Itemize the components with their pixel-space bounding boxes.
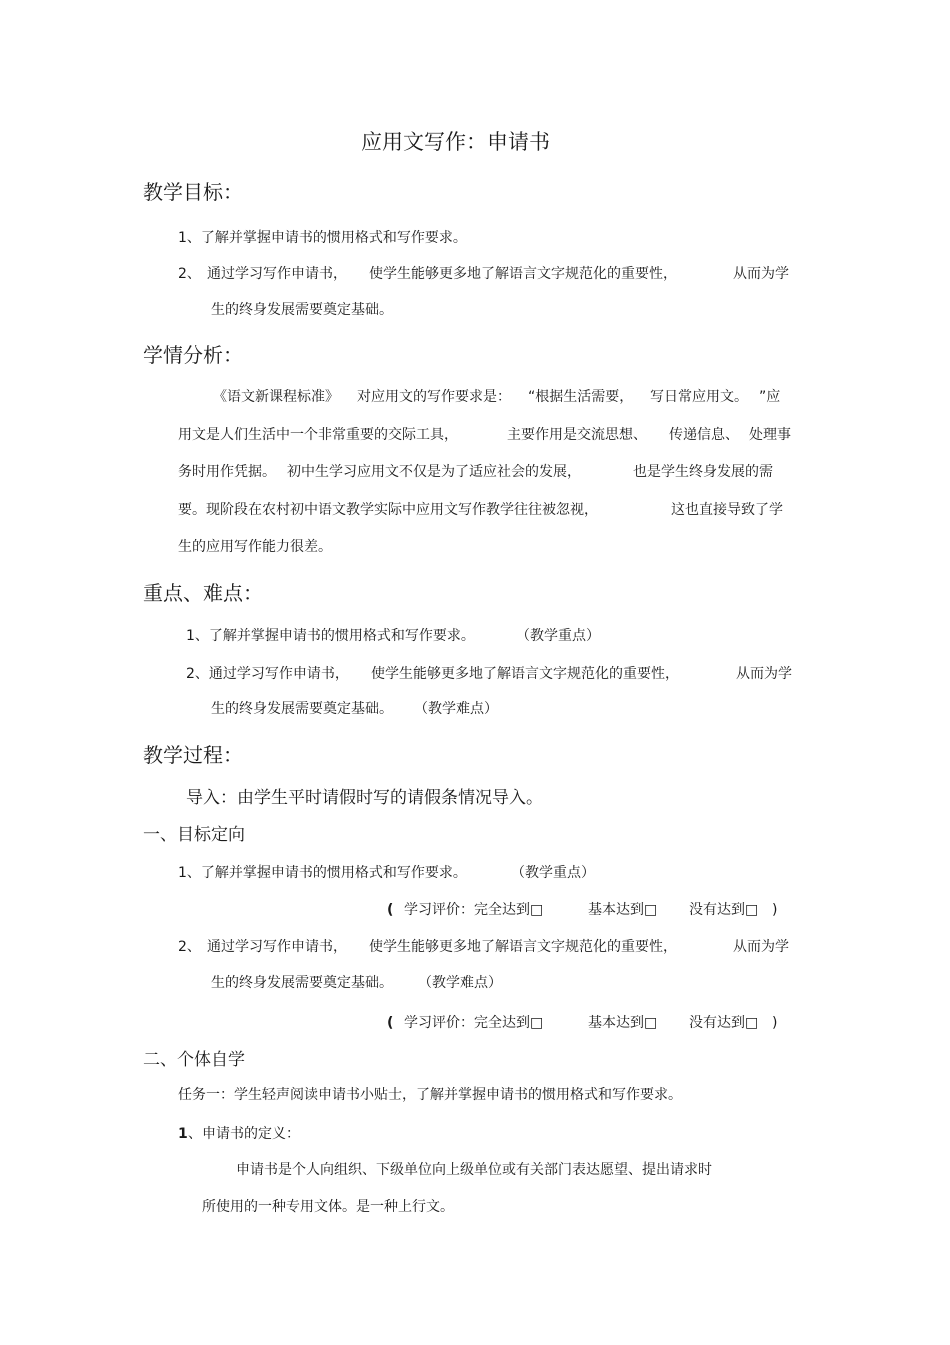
- analysis-line-2a: 用文是人们生活中一个非常重要的交际工具，: [178, 427, 458, 443]
- definition-label: 、申请书的定义：: [188, 1126, 300, 1142]
- section-1-item-2-part-a: 通过学习写作申请书，: [207, 939, 347, 955]
- analysis-line-3b: 初中生学习应用文不仅是为了适应社会的发展，: [287, 464, 581, 480]
- definition-number: 1: [178, 1126, 188, 1142]
- analysis-line-5: 生的应用写作能力很差。: [178, 539, 332, 555]
- section-1-item-2-part-c: 从而为学: [733, 939, 789, 955]
- analysis-line-2d: 处理事: [749, 427, 791, 443]
- section-1-heading: 一、目标定向: [143, 825, 245, 845]
- evaluation-1-open-paren: (: [387, 902, 394, 918]
- keypoint-item-1: 1、了解并掌握申请书的惯用格式和写作要求。: [186, 628, 475, 644]
- goal-item-1: 1、了解并掌握申请书的惯用格式和写作要求。: [178, 230, 467, 246]
- goal-item-2-number: 2、: [178, 266, 201, 282]
- goals-heading: 教学目标：: [143, 180, 243, 204]
- evaluation-2-basic: 基本达到□: [588, 1015, 658, 1031]
- task-1: 任务一：学生轻声阅读申请书小贴士，了解并掌握申请书的惯用格式和写作要求。: [178, 1087, 682, 1103]
- evaluation-2-open-paren: (: [387, 1015, 394, 1031]
- keypoint-item-2-part-b: 使学生能够更多地了解语言文字规范化的重要性，: [371, 666, 679, 682]
- analysis-line-1a: 《语文新课程标准》: [213, 389, 339, 405]
- evaluation-1-not: 没有达到□: [689, 902, 759, 918]
- keypoint-item-2-part-a: 2、通过学习写作申请书，: [186, 666, 349, 682]
- page-title: 应用文写作：申请书: [361, 130, 550, 154]
- goal-item-2-part-c: 从而为学: [733, 266, 789, 282]
- analysis-line-2b: 主要作用是交流思想、: [507, 427, 647, 443]
- section-1-item-1: 1、了解并掌握申请书的惯用格式和写作要求。: [178, 865, 467, 881]
- section-1-item-2-continuation: 生的终身发展需要奠定基础。: [211, 975, 393, 991]
- evaluation-2-close-paren: ): [772, 1015, 778, 1031]
- section-1-item-1-tag: （教学重点）: [511, 865, 595, 881]
- analysis-line-2c: 传递信息、: [669, 427, 739, 443]
- evaluation-1-close-paren: ): [772, 902, 778, 918]
- evaluation-1-full: 学习评价：完全达到□: [404, 902, 544, 918]
- section-2-heading: 二、个体自学: [143, 1050, 245, 1070]
- keypoint-item-2-continuation: 生的终身发展需要奠定基础。: [211, 701, 393, 717]
- goal-item-2-continuation: 生的终身发展需要奠定基础。: [211, 302, 393, 318]
- process-heading: 教学过程：: [143, 743, 243, 767]
- section-1-item-2-part-b: 使学生能够更多地了解语言文字规范化的重要性，: [369, 939, 677, 955]
- evaluation-2-full: 学习评价：完全达到□: [404, 1015, 544, 1031]
- analysis-heading: 学情分析：: [143, 343, 243, 367]
- process-intro: 导入：由学生平时请假时写的请假条情况导入。: [186, 788, 543, 808]
- section-1-item-2-tag: （教学难点）: [418, 975, 502, 991]
- analysis-line-4b: 这也直接导致了学: [671, 502, 783, 518]
- evaluation-1-basic: 基本达到□: [588, 902, 658, 918]
- keypoint-item-2-tag: （教学难点）: [414, 701, 498, 717]
- analysis-line-4a: 要。现阶段在农村初中语文教学实际中应用文写作教学往往被忽视，: [178, 502, 598, 518]
- goal-item-2-part-b: 使学生能够更多地了解语言文字规范化的重要性，: [369, 266, 677, 282]
- analysis-line-1d: 写日常应用文。: [650, 389, 748, 405]
- definition-line-2: 所使用的一种专用文体。是一种上行文。: [202, 1199, 454, 1215]
- keypoints-heading: 重点、难点：: [143, 581, 263, 605]
- analysis-line-3a: 务时用作凭据。: [178, 464, 276, 480]
- analysis-line-3c: 也是学生终身发展的需: [633, 464, 773, 480]
- analysis-line-1b: 对应用文的写作要求是：: [357, 389, 511, 405]
- section-1-item-2-number: 2、: [178, 939, 201, 955]
- evaluation-2-not: 没有达到□: [689, 1015, 759, 1031]
- goal-item-2-part-a: 通过学习写作申请书，: [207, 266, 347, 282]
- keypoint-item-1-tag: （教学重点）: [516, 628, 600, 644]
- analysis-line-1c: “根据生活需要，: [528, 389, 634, 405]
- analysis-line-1e: ”应: [759, 389, 781, 405]
- keypoint-item-2-part-c: 从而为学: [736, 666, 792, 682]
- definition-line-1: 申请书是个人向组织、下级单位向上级单位或有关部门表达愿望、提出请求时: [236, 1162, 712, 1178]
